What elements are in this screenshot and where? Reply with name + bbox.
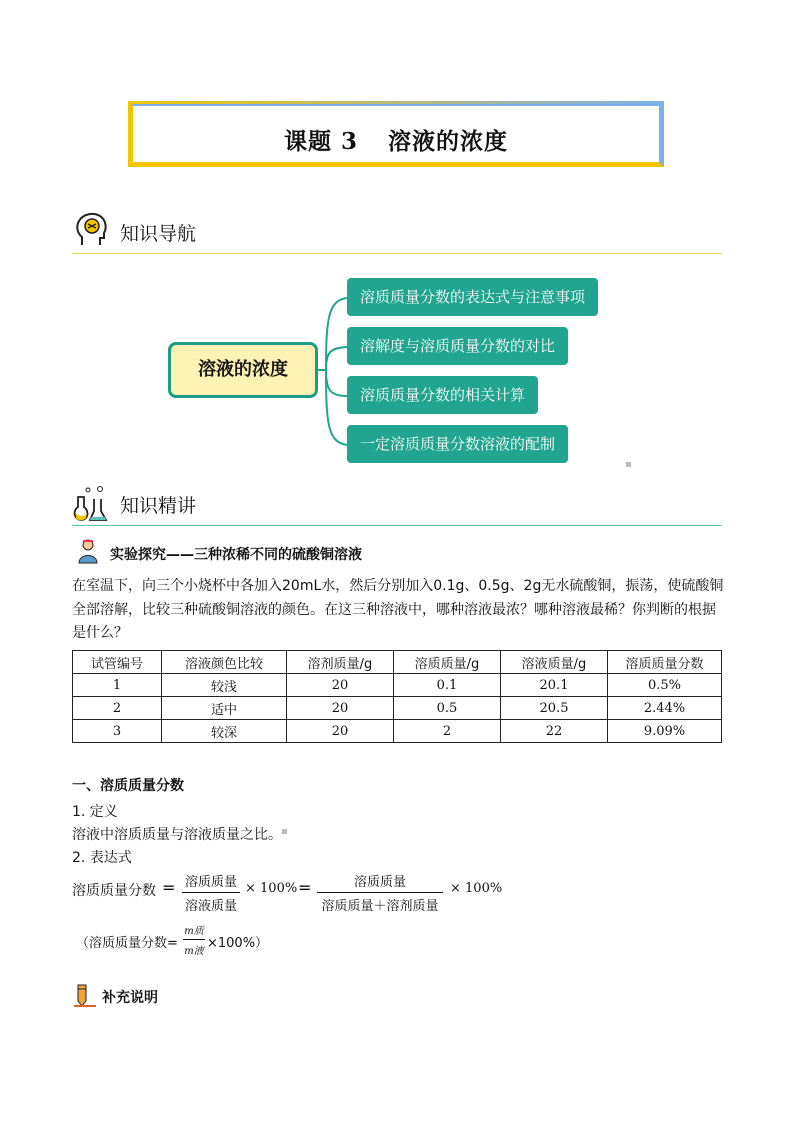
table-cell: 9.09%	[608, 720, 722, 743]
fraction-1-denominator: 溶液质量	[184, 899, 237, 914]
experiment-title: 实验探究——三种浓稀不同的硫酸铜溶液	[110, 547, 362, 563]
fraction-3-numerator: m质	[184, 926, 204, 937]
table-header: 溶液质量/g	[501, 651, 608, 674]
table-row	[73, 697, 722, 720]
table-row	[73, 674, 722, 697]
pencil-icon	[72, 982, 98, 1008]
expression-label: 2. 表达式	[72, 850, 132, 866]
part1-heading: 一、溶质质量分数	[72, 778, 184, 794]
table-cell: 20	[287, 674, 394, 697]
section-title-lecture: 知识精讲	[120, 495, 197, 517]
formula-times-1: × 100%	[245, 881, 298, 896]
table-cell: 0.5%	[608, 674, 722, 697]
mindmap-branch: 溶质质量分数的表达式与注意事项	[347, 278, 598, 316]
experiment-description: 在室温下，向三个小烧杯中各加入20mL水，然后分别加入0.1g、0.5g、2g无水硫酸铜，振荡，使硫酸铜全部溶解，比较三种硫酸铜溶液的颜色。在这三种溶液中，哪种溶液最浓？哪种溶液最稀？你判断的根据是什么？	[72, 578, 724, 641]
mindmap-root: 溶液的浓度	[168, 342, 318, 398]
brain-head-icon	[74, 211, 110, 249]
table-cell: 20	[287, 720, 394, 743]
table-cell: 20.1	[501, 674, 608, 697]
fraction-3-denominator: m液	[184, 946, 204, 957]
section-title-nav: 知识导航	[120, 223, 197, 245]
mindmap-branch: 溶质质量分数的相关计算	[347, 376, 538, 414]
table-cell: 较深	[162, 720, 287, 743]
fraction-1-numerator: 溶质质量	[184, 875, 237, 890]
fraction-2-numerator: 溶质质量	[353, 875, 406, 890]
table-cell: 3	[73, 720, 162, 743]
formula-lhs: 溶质质量分数	[72, 883, 156, 899]
page-title	[133, 123, 659, 156]
table-header: 溶剂质量/g	[287, 651, 394, 674]
fraction-1	[182, 871, 240, 914]
formula2-suffix: ×100%）	[207, 936, 269, 951]
scientist-icon	[76, 538, 100, 564]
table-cell: 1	[73, 674, 162, 697]
table-header: 溶质质量/g	[394, 651, 501, 674]
definition-label: 1. 定义	[72, 804, 118, 820]
mindmap-branch: 一定溶质质量分数溶液的配制	[347, 425, 568, 463]
title-banner	[128, 101, 664, 167]
experiment-table	[72, 650, 722, 743]
table-cell: 适中	[162, 697, 287, 720]
table-header: 溶液颜色比较	[162, 651, 287, 674]
fraction-2	[317, 871, 443, 914]
table-cell: 2	[73, 697, 162, 720]
table-header-row	[73, 651, 722, 674]
mindmap-branch: 溶解度与溶质质量分数的对比	[347, 327, 568, 365]
table-cell: 0.5	[394, 697, 501, 720]
table-row	[73, 720, 722, 743]
definition-text: 溶液中溶质质量与溶液质量之比。	[72, 827, 282, 843]
anchor-mark	[282, 829, 287, 834]
table-header: 试管编号	[73, 651, 162, 674]
table-cell: 0.1	[394, 674, 501, 697]
formula2-prefix: （溶质质量分数=	[76, 936, 178, 951]
table-cell: 2.44%	[608, 697, 722, 720]
lesson-number: 课题 3	[283, 128, 358, 155]
fraction-3	[183, 922, 205, 957]
anchor-mark	[626, 462, 631, 467]
lab-flask-icon	[72, 485, 110, 523]
mindmap-connectors	[318, 290, 350, 460]
formula-equals: =	[162, 878, 176, 897]
fraction-2-denominator: 溶质质量＋溶剂质量	[321, 899, 439, 914]
section-header-nav	[72, 209, 722, 254]
table-cell: 2	[394, 720, 501, 743]
supplement-title: 补充说明	[102, 990, 158, 1006]
table-cell: 20.5	[501, 697, 608, 720]
table-cell: 22	[501, 720, 608, 743]
section-header-lecture	[72, 481, 722, 526]
formula-equals: =	[298, 878, 312, 897]
table-cell: 20	[287, 697, 394, 720]
lesson-title: 溶液的浓度	[388, 128, 508, 155]
table-cell: 较浅	[162, 674, 287, 697]
table-header: 溶质质量分数	[608, 651, 722, 674]
formula-times-2: × 100%	[450, 881, 503, 896]
